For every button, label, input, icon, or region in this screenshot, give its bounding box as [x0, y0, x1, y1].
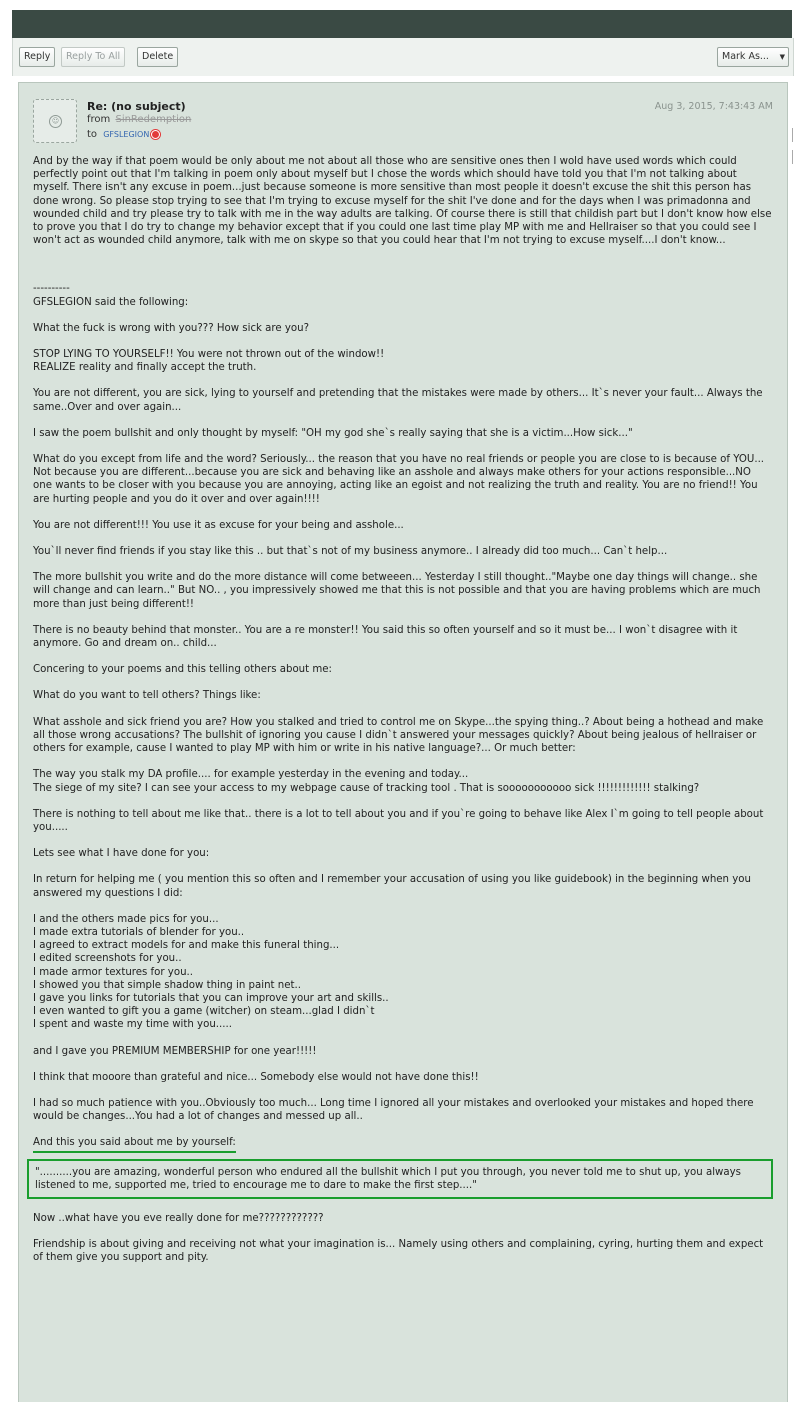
list-item: I made armor textures for you..	[33, 966, 193, 978]
green-underline-text: And this you said about me by yourself:	[33, 1136, 236, 1152]
paragraph: and I gave you PREMIUM MEMBERSHIP for one year!!!!!	[33, 1045, 317, 1057]
underlined-paragraph	[33, 1136, 773, 1152]
recipient-line	[87, 129, 160, 140]
paragraph: Friendship is about giving and receiving not what your imagination is... Namely using others and complaining, cyring, hurting them and expect of them give you support and pity.	[33, 1239, 764, 1264]
list-item: I spent and waste my time with you.....	[33, 1019, 232, 1031]
paragraph: The more bullshit you write and do the more distance will come betweeen... Yesterday I still thought.."Maybe one day things will change.. she will change and can learn.." But NO.. , you impressively showed me that this is not possible and that you are having problems which are much more than just being different!!	[33, 572, 761, 610]
recipient-name[interactable]: GFSLEGION	[103, 130, 150, 139]
paragraph: You`ll never find friends if you stay like this .. but that`s not of my business anymore.. I already did too much... Can`t help...	[33, 546, 668, 558]
paragraph: What do you except from life and the word? Seriously... the reason that you have no real friends or people you are close to is because of YOU... Not because you are different...because you are sick and behaving like an asshole and always make others for your actions responsible...NO one wants to be closer with you because you are annoying, acting like an egoist and not realizing the truth and reality. You are no friend!! You are hurting people and you do it over and over again!!!!	[33, 454, 765, 505]
reply-button[interactable]: Reply	[19, 47, 55, 67]
reply-all-button[interactable]: Reply To All	[61, 47, 125, 67]
message-date: Aug 3, 2015, 7:43:43 AM	[654, 101, 773, 112]
list-item: I edited screenshots for you..	[33, 953, 182, 965]
user-placeholder-icon: ☺	[49, 115, 62, 128]
from-label: from	[87, 114, 111, 125]
scroll-edge-marker	[792, 128, 800, 142]
paragraph: STOP LYING TO YOURSELF!! You were not thrown out of the window!!	[33, 349, 385, 361]
paragraph: What asshole and sick friend you are? How you stalked and tried to control me on Skype...the spying thing..? About being a hothead and make all those wrong accusations? The bullshit of ignoring you cause I didn`t answered your messages quickly? About being jealous of hellraiser or others for example, cause I wanted to play MP with him or write in his native language?... Or much better:	[33, 716, 764, 755]
quote-header: GFSLEGION said the following:	[33, 296, 189, 308]
message-panel	[18, 82, 788, 1402]
scroll-edge-marker	[792, 150, 800, 164]
paragraph: Now ..what have you eve really done for me????????????	[33, 1212, 324, 1224]
reply-text: And by the way if that poem would be only about me not about all those who are sensitive ones then I wold have used words which could perfectly point out that I'm talking in poem only about myself but I chose the words which should have told you that I'm not talking about myself. There isn't any excuse in poem...just because someone is more sensitive than most people it doesn't excuse the shit this person has done wrong. So please stop trying to see that I'm trying to excuse myself for the shit I've done and for the days when I was primadonna and wounded child and try please try to talk with me in the way adults are talking. Of course there is still that childish part but I don't know how else to prove you that I do try to change my behavior except that if you could one last time play MP with me and Hellraiser so that you could see I won't act as wounded child anymore, talk with me on skype so that you could hear that I'm not trying to excuse myself....I don't know...	[33, 156, 772, 247]
paragraph: In return for helping me ( you mention this so often and I remember your accusation of using you like guidebook) in the beginning when you answered my questions I did:	[33, 874, 751, 899]
paragraph: There is nothing to tell about me like that.. there is a lot to tell about you and if you`re going to behave like Alex I`m going to tell people about you.....	[33, 808, 764, 833]
paragraph: Concering to your poems and this telling others about me:	[33, 664, 332, 676]
quote-separator: ----------	[33, 283, 70, 295]
avatar	[33, 99, 77, 143]
list-item: I agreed to extract models for and make this funeral thing...	[33, 940, 340, 952]
list-item: I and the others made pics for you...	[33, 913, 219, 925]
to-label: to	[87, 129, 98, 140]
highlighted-quote: "..........you are amazing, wonderful person who endured all the bullshit which I put you through, you never told me to shut up, you always listened to me, supported me, tried to encourage me to dare to make the first step...."	[35, 1166, 741, 1191]
paragraph: Lets see what I have done for you:	[33, 848, 210, 860]
favors-list	[33, 913, 773, 1032]
window-title-bar	[12, 10, 792, 38]
paragraph: REALIZE reality and finally accept the truth.	[33, 362, 257, 374]
message-body	[33, 155, 773, 1278]
paragraph: There is no beauty behind that monster.. You are a re monster!! You said this so often yourself and so it must be... I won`t disagree with it anymore. Go and dream on.. child...	[33, 624, 738, 650]
online-status-icon	[151, 130, 160, 139]
paragraph: You are not different, you are sick, lying to yourself and pretending that the mistakes were made by others... It`s never your fault... Always the same..Over and over again...	[33, 388, 763, 413]
list-item: I even wanted to gift you a game (witcher) on steam...glad I didn`t	[33, 1006, 375, 1018]
sender-line	[87, 114, 191, 125]
paragraph: You are not different!!! You use it as excuse for your being and asshole...	[33, 519, 404, 531]
paragraph: The siege of my site? I can see your access to my webpage cause of tracking tool . That is sooooooooooo sick !!!!!!!!!!!!! stalking?	[33, 782, 700, 794]
delete-button[interactable]: Delete	[137, 47, 178, 67]
paragraph: I saw the poem bullshit and only thought by myself: "OH my god she`s really saying that she is a victim...How sick..."	[33, 427, 633, 439]
list-item: I gave you links for tutorials that you can improve your art and skills..	[33, 992, 389, 1004]
list-item: I showed you that simple shadow thing in paint net..	[33, 979, 301, 991]
sender-name[interactable]: SinRedemption	[115, 114, 192, 125]
paragraph: What do you want to tell others? Things like:	[33, 690, 261, 702]
list-item: I made extra tutorials of blender for you..	[33, 926, 245, 938]
message-toolbar	[12, 38, 794, 76]
paragraph: What the fuck is wrong with you??? How sick are you?	[33, 322, 310, 334]
paragraph: The way you stalk my DA profile.... for example yesterday in the evening and today...	[33, 769, 469, 781]
mark-as-label: Mark As...	[722, 51, 769, 62]
green-highlight-box	[27, 1159, 773, 1199]
chevron-down-icon: ▼	[779, 53, 785, 61]
paragraph: I had so much patience with you..Obviously too much... Long time I ignored all your mistakes and overlooked your mistakes and hoped there would be changes...You had a lot of changes and messed up all..	[33, 1097, 754, 1123]
mark-as-dropdown[interactable]	[717, 47, 789, 67]
paragraph: I think that mooore than grateful and nice... Somebody else would not have done this!!	[33, 1071, 479, 1083]
message-subject: Re: (no subject)	[87, 100, 186, 113]
